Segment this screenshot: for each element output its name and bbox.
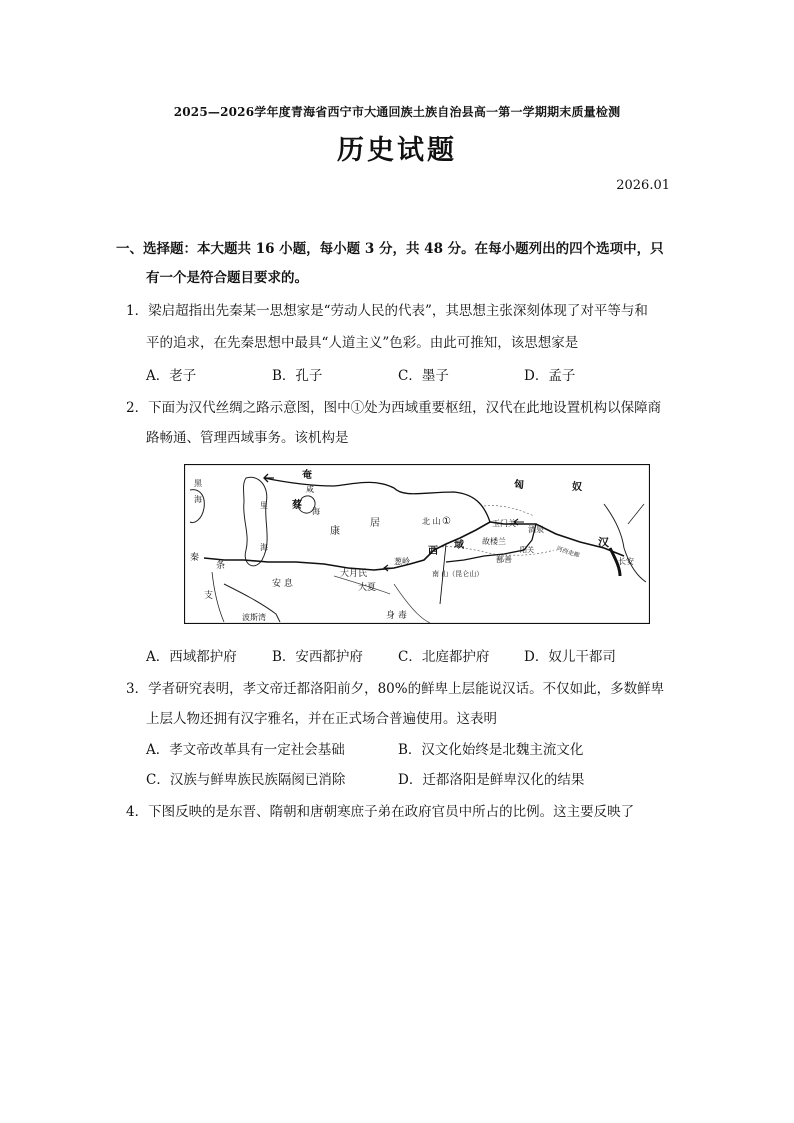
map-label-kang: 康 [330,526,340,537]
question-2-option-d: D．奴儿干都司 [524,649,616,665]
map-label-dayuezhi: 大月氏 [340,569,368,579]
map-label-yu: 域 [454,540,464,551]
map-label-chang: 长安 [618,557,634,566]
question-1-option-b: B．孔子 [272,368,323,384]
question-1-option-c: C．墨子 [398,368,449,384]
map-label-ju: 居 [370,518,380,529]
exam-header: 2025—2026学年度青海省西宁市大通回族土族自治县高一第一学期期末质量检测 [173,105,621,119]
map-label-qin: 秦 [190,553,200,563]
map-label-yangguan: 阳关 [520,546,534,554]
question-2-option-c: C．北庭都护府 [398,649,490,665]
map-label-bosiwan: 波斯湾 [242,613,266,622]
map-label-nu: 奴 [572,482,582,493]
map-label-yumenguan: 玉门关 [492,519,516,528]
question-3-line-2: 上层人物还拥有汉字雅名，并在正式场合普遍使用。这表明 [146,711,497,727]
exam-title: 历史试题 [337,135,457,166]
question-3-line-1: 3．学者研究表明，孝文帝迁都洛阳前夕，80%的鲜卑上层能说汉话。不仅如此，多数鲜卑 [126,681,665,697]
map-label-zhi: 支 [204,591,214,601]
map-label-yan: 奄 [302,470,312,481]
question-1-line-2: 平的追求，在先秦思想中最具“人道主义”色彩。由此可推知，该思想家是 [146,335,579,351]
map-label-shanshan: 鄯善 [496,555,512,564]
map-label-xiong: 匈 [514,480,524,491]
question-3-option-a: A．孝文帝改革具有一定社会基础 [146,742,345,758]
exam-date: 2026.01 [616,178,670,193]
section-1-instruction-line-2: 有一个是符合题目要求的。 [146,270,308,286]
question-2-line-1: 2．下面为汉代丝绸之路示意图，图中①处为西域重要枢纽，汉代在此地设置机构以保障商 [126,400,662,416]
map-label-hai: 海 [260,543,268,552]
question-3-option-c: C．汉族与鲜卑族民族隔阂已消除 [146,772,346,788]
question-3-option-d: D．迁都洛阳是鲜卑汉化的结果 [398,772,585,788]
map-label-li: 里 [260,501,268,510]
section-1-instruction-line-1: 一、选择题：本大题共 16 小题，每小题 3 分，共 48 分。在每小题列出的四个选项中，只 [116,241,664,257]
question-1-line-1: 1．梁启超指出先秦某一思想家是“劳动人民的代表”，其思想主张深刻体现了对平等与和 [126,303,648,319]
question-2-option-b: B．安西都护府 [272,649,363,665]
map-label-hai2: 海 [194,495,202,504]
question-2-option-a: A．西域都护府 [146,649,237,665]
han-silk-road-map [184,464,650,624]
map-label-anxi: 安 息 [272,579,293,589]
map-label-congling: 葱岭 [394,557,410,566]
map-label-tiao: 条 [216,561,226,571]
map-label-loulan: 故楼兰 [482,537,506,546]
map-label-nanshan: 南 山（昆仑山） [432,570,484,578]
question-1-option-d: D．孟子 [524,368,576,384]
question-4-line-1: 4．下图反映的是东晋、隋朝和唐朝寒庶子弟在政府官员中所占的比例。这主要反映了 [126,804,635,820]
map-label-shendu: 身 毒 [386,611,407,621]
map-label-hei: 黑 [194,479,202,488]
map-label-cai: 蔡 [292,500,302,511]
question-2-line-2: 路畅通、管理西域事务。该机构是 [146,430,349,446]
question-1-option-a: A．老子 [146,368,197,384]
map-label-xi: 西 [428,546,438,557]
map-label-han: 汉 [598,536,609,549]
map-label-daxia: 大夏 [358,583,377,593]
map-label-jiuquan: 酒泉 [528,525,544,534]
map-label-circle-1: ① [442,516,451,527]
question-3-option-b: B．汉文化始终是北魏主流文化 [398,742,584,758]
map-label-xian: 咸 [306,485,314,494]
map-label-hai3: 海 [312,507,320,516]
map-label-beishan: 北 山 [422,517,441,526]
map-label-hexi: 河西走廊 [555,545,581,560]
